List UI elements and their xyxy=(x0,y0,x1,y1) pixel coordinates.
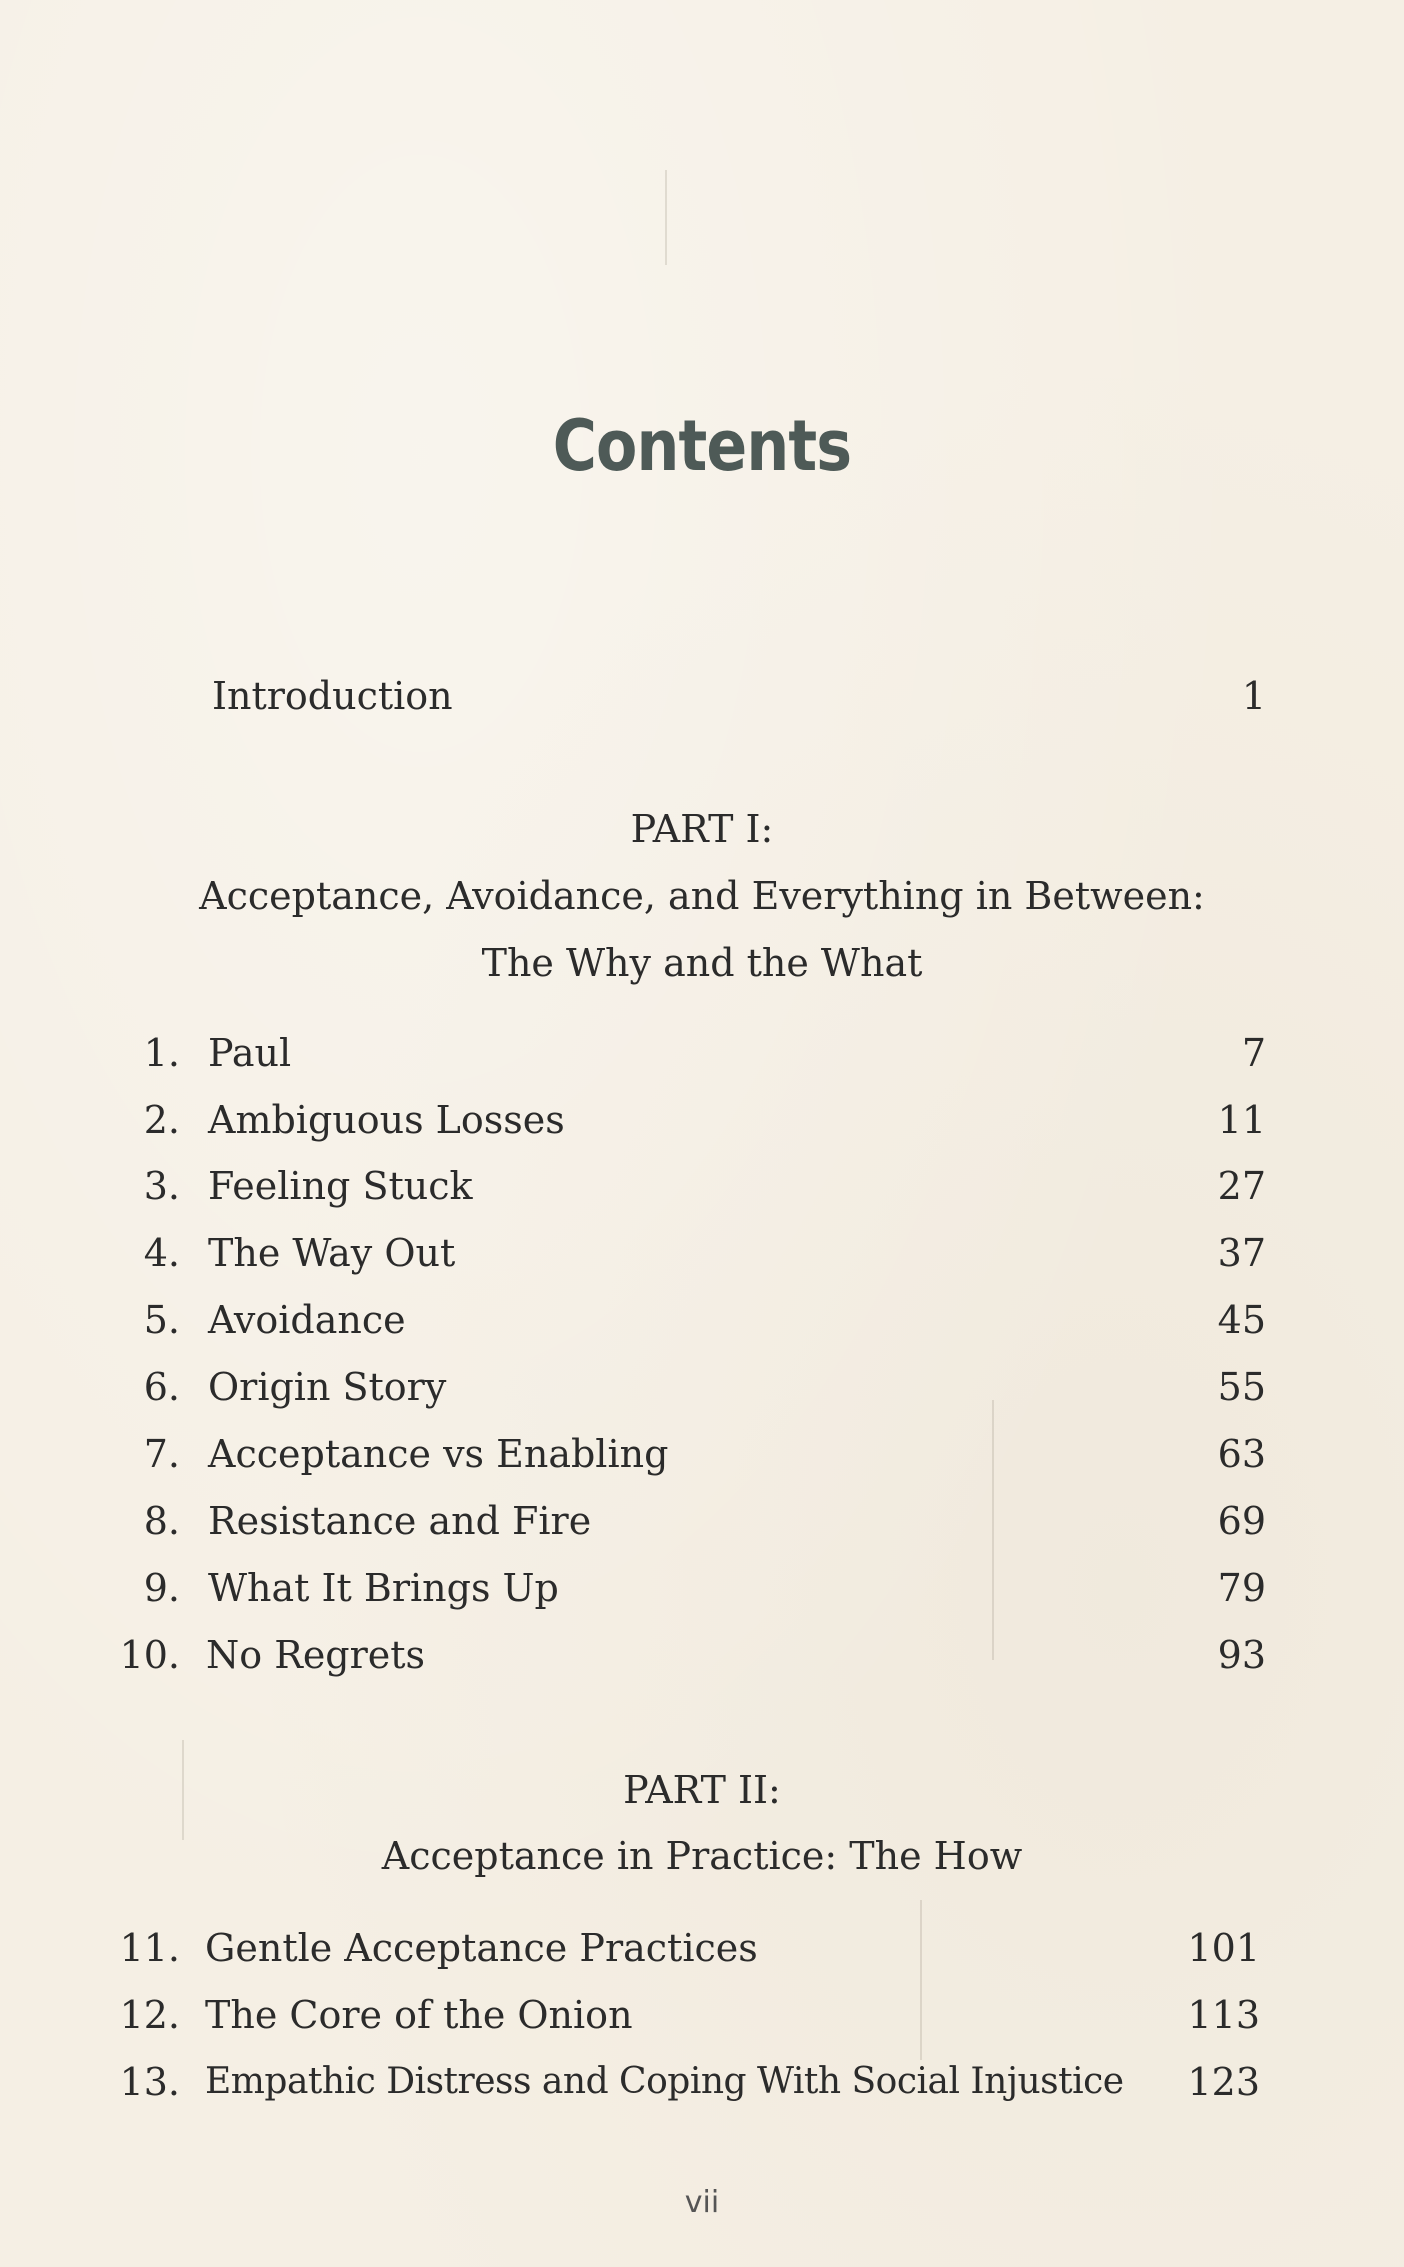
part-subtitle: Acceptance in Practice: The How xyxy=(381,1834,1023,1878)
chapter-number: 5. xyxy=(143,1298,180,1342)
toc-entry xyxy=(0,1225,1266,1281)
toc-entry xyxy=(0,1092,1266,1148)
chapter-number: 6. xyxy=(143,1365,180,1409)
chapter-number: 10. xyxy=(119,1633,180,1677)
chapter-title: The Way Out xyxy=(208,1231,456,1275)
chapter-number: 3. xyxy=(143,1164,180,1208)
chapter-number: 2. xyxy=(143,1098,180,1142)
toc-entry xyxy=(0,1560,1266,1616)
toc-entry xyxy=(0,1025,1266,1081)
chapter-page: 7 xyxy=(1241,1031,1266,1075)
chapter-number: 8. xyxy=(143,1499,180,1543)
chapter-number: 13. xyxy=(119,2060,180,2104)
toc-entry xyxy=(0,1292,1266,1348)
toc-entry xyxy=(0,1493,1266,1549)
chapter-number: 7. xyxy=(143,1432,180,1476)
chapter-page: 113 xyxy=(1187,1993,1260,2037)
paper-streak xyxy=(665,170,667,265)
chapter-title: Resistance and Fire xyxy=(208,1499,592,1543)
chapter-page: 93 xyxy=(1217,1633,1266,1677)
chapter-title: Gentle Acceptance Practices xyxy=(205,1926,758,1970)
toc-entry xyxy=(0,1987,1260,2043)
chapter-title: Empathic Distress and Coping With Social Injustice xyxy=(205,2061,1124,2102)
part-subtitle: Acceptance, Avoidance, and Everything in Between: xyxy=(199,874,1205,918)
toc-entry-title: Introduction xyxy=(212,674,453,718)
chapter-page: 11 xyxy=(1217,1098,1266,1142)
page-title: Contents xyxy=(552,405,852,487)
chapter-page: 45 xyxy=(1217,1298,1266,1342)
chapter-title: Acceptance vs Enabling xyxy=(208,1432,669,1476)
chapter-title: Ambiguous Losses xyxy=(208,1098,565,1142)
chapter-page: 55 xyxy=(1217,1365,1266,1409)
chapter-page: 69 xyxy=(1217,1499,1266,1543)
toc-entry-page: 1 xyxy=(1241,674,1266,718)
chapter-title: The Core of the Onion xyxy=(205,1993,633,2037)
chapter-number: 12. xyxy=(119,1993,180,2037)
toc-entry xyxy=(0,1426,1266,1482)
chapter-title: Feeling Stuck xyxy=(208,1164,473,1208)
toc-entry xyxy=(0,1158,1266,1214)
part-subtitle: The Why and the What xyxy=(481,941,923,985)
chapter-page: 123 xyxy=(1187,2060,1260,2104)
toc-entry xyxy=(0,2054,1260,2110)
chapter-title: Origin Story xyxy=(208,1365,447,1409)
chapter-page: 37 xyxy=(1217,1231,1266,1275)
chapter-title: What It Brings Up xyxy=(208,1566,559,1610)
part-heading: PART I: xyxy=(630,807,774,851)
toc-entry xyxy=(0,1627,1266,1683)
chapter-number: 1. xyxy=(143,1031,180,1075)
part-heading: PART II: xyxy=(623,1768,781,1812)
chapter-page: 101 xyxy=(1187,1926,1260,1970)
chapter-number: 4. xyxy=(143,1231,180,1275)
chapter-title: Paul xyxy=(208,1031,292,1075)
chapter-title: No Regrets xyxy=(206,1633,426,1677)
toc-entry xyxy=(0,1920,1260,1976)
chapter-page: 79 xyxy=(1217,1566,1266,1610)
toc-entry xyxy=(0,1359,1266,1415)
chapter-page: 63 xyxy=(1217,1432,1266,1476)
chapter-number: 11. xyxy=(119,1926,180,1970)
toc-entry-introduction xyxy=(212,668,1266,724)
chapter-number: 9. xyxy=(143,1566,180,1610)
page-folio: vii xyxy=(684,2185,720,2220)
chapter-page: 27 xyxy=(1217,1164,1266,1208)
chapter-title: Avoidance xyxy=(208,1298,406,1342)
